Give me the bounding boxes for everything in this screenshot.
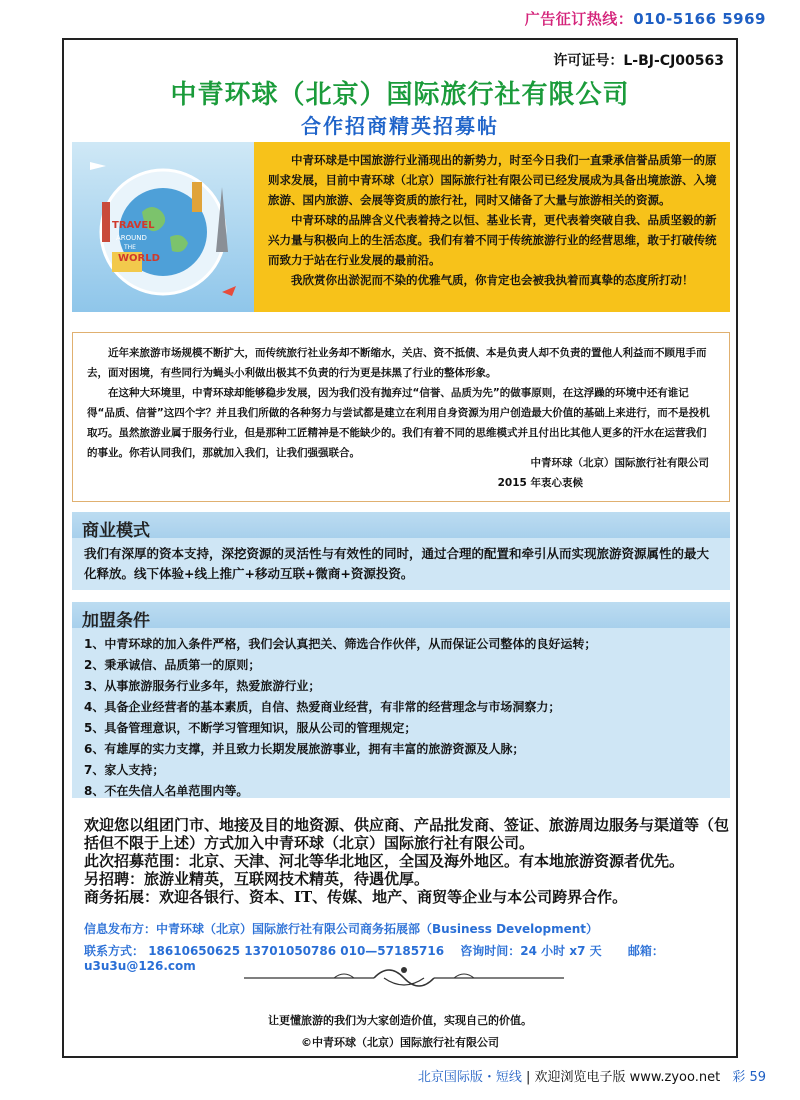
travel-world-illustration [72, 142, 254, 312]
conditions-heading: 加盟条件 [72, 602, 730, 628]
welcome-line-4: 商务拓展：欢迎各银行、资本、IT、传媒、地产、商贸等企业与本公司跨界合作。 [84, 888, 628, 906]
letter-paragraph-2: 在这种大环境里，中青环球却能够稳步发展，因为我们没有抛弃过“信誉、品质为先”的做事原则，在这浮躁的环境中还有谁记得“品质、信誉”这四个字？并且我们所做的各种努力与尝试都是建立在利用自身资源为用户创造最大价值的基础上来进行，而不是投机取巧。虽然旅游业属于服务行业，但是那种工匠精神是不能缺少的。我们有着不同的思维模式并且付出比其他人更多的汗水在运营我们的事业。你若认同我们，那就加入我们，让我们强强联合。 [87, 387, 710, 459]
open-letter [72, 332, 730, 502]
world-word: WORLD [118, 253, 160, 264]
the-word: THE [124, 244, 136, 251]
welcome-block [84, 816, 734, 906]
welcome-line-3: 另招聘：旅游业精英，互联网技术精英，待遇优厚。 [84, 870, 430, 888]
intro-paragraph-1: 中青环球是中国旅游行业涌现出的新势力，时至今日我们一直秉承信誉品质第一的原则求发展，目前中青环球（北京）国际旅行社有限公司已经发展成为具备出境旅游、入境旅游、国内旅游、会展等资质的旅行社，同时又储备了大量与旅游相关的资源。 [268, 153, 717, 207]
info-publisher: 信息发布方：中青环球（北京）国际旅行社有限公司商务拓展部（Business Development） [84, 922, 599, 936]
letter-paragraph-1: 近年来旅游市场规模不断扩大，而传统旅行社业务却不断缩水，关店、资不抵债、本是负责人却不负责的置他人利益而不顾甩手而去，面对困境，有些同行为蝇头小利做出极其不负责的行为更是抹黑了行业的整体形象。 [87, 347, 707, 379]
letter-signature-date: 2015 年衷心衷候 [497, 477, 583, 489]
business-model-body: 我们有深厚的资本支持，深挖资源的灵活性与有效性的同时，通过合理的配置和牵引从而实现旅游资源属性的最大化释放。线下体验+线上推广+移动互联+微商+资源投资。 [84, 546, 710, 581]
hotline-label: 广告征订热线： [524, 10, 634, 28]
condition-item: 1、中青环球的加入条件严格，我们会认真把关、筛选合作伙伴，从而保证公司整体的良好运转； [84, 637, 597, 651]
condition-item: 2、秉承诚信、品质第一的原则； [84, 658, 261, 672]
footer-website-text: 欢迎浏览电子版 www.zyoo.net [534, 1070, 721, 1085]
ornament-divider-icon [234, 958, 574, 998]
recruitment-subtitle: 合作招商精英招募帖 [301, 114, 499, 138]
footer-edition: 北京国际版・短线 [417, 1070, 522, 1085]
company-title: 中青环球（北京）国际旅行社有限公司 [170, 80, 630, 110]
intro-hero [72, 142, 730, 312]
welcome-line-2: 此次招募范围：北京、天津、河北等华北地区，全国及海外地区。有本地旅游资源者优先。 [84, 852, 685, 870]
copyright: ©中青环球（北京）国际旅行社有限公司 [301, 1036, 499, 1049]
letter-signature-company: 中青环球（北京）国际旅行社有限公司 [530, 457, 709, 469]
condition-item: 8、不在失信人名单范围内等。 [84, 784, 249, 798]
globe-landmarks-icon [72, 142, 254, 312]
contact-phones: 18610650625 13701050786 010—57185716 [148, 944, 445, 958]
condition-item: 4、具备企业经营者的基本素质，自信、热爱商业经营，有非常的经营理念与市场洞察力； [84, 700, 561, 714]
intro-paragraph-2: 中青环球的品牌含义代表着持之以恒、基业长青，更代表着突破自我、品质坚毅的新兴力量与积极向上的生活态度。我们有着不同于传统旅游行业的经营思维，敢于打破传统而致力于站在行业发展的最前沿。 [268, 213, 717, 267]
condition-item: 6、有雄厚的实力支撑，并且致力长期发展旅游事业，拥有丰富的旅游资源及人脉； [84, 742, 525, 756]
conditions-section [72, 602, 730, 798]
business-model-heading: 商业模式 [72, 512, 730, 538]
page-frame [62, 38, 738, 1058]
condition-item: 5、具备管理意识，不断学习管理知识，服从公司的管理规定； [84, 721, 417, 735]
ad-hotline [525, 8, 766, 29]
page-footer [418, 1066, 766, 1085]
intro-paragraph-3: 我欣赏你出淤泥而不染的优雅气质，你肯定也会被我执着而真挚的态度所打动！ [291, 273, 694, 287]
conditions-list [72, 628, 730, 808]
slogan: 让更懂旅游的我们为大家创造价值，实现自己的价值。 [268, 1014, 532, 1027]
license-number: 许可证号：L-BJ-CJ00563 [553, 53, 724, 69]
condition-item: 3、从事旅游服务行业多年，热爱旅游行业； [84, 679, 321, 693]
around-word: AROUND [116, 234, 147, 242]
welcome-line-1: 欢迎您以组团门市、地接及目的地资源、供应商、产品批发商、签证、旅游周边服务与渠道等（包括但不限于上述）方式加入中青环球（北京）国际旅行社有限公司。 [84, 816, 730, 852]
intro-text-box [254, 142, 730, 312]
business-model-section [72, 512, 730, 590]
travel-word: TRAVEL [112, 220, 155, 231]
condition-item: 7、家人支持； [84, 763, 165, 777]
contact-hours: 咨询时间：24 小时 x7 天 [460, 944, 602, 958]
footer-page-number: 彩 59 [732, 1070, 766, 1085]
hotline-number: 010-5166 5969 [633, 10, 766, 28]
footer-separator: | [526, 1070, 531, 1085]
contact-email: 邮箱：u3u3u@126.com [84, 944, 664, 973]
contact-label: 联系方式： [84, 944, 145, 958]
